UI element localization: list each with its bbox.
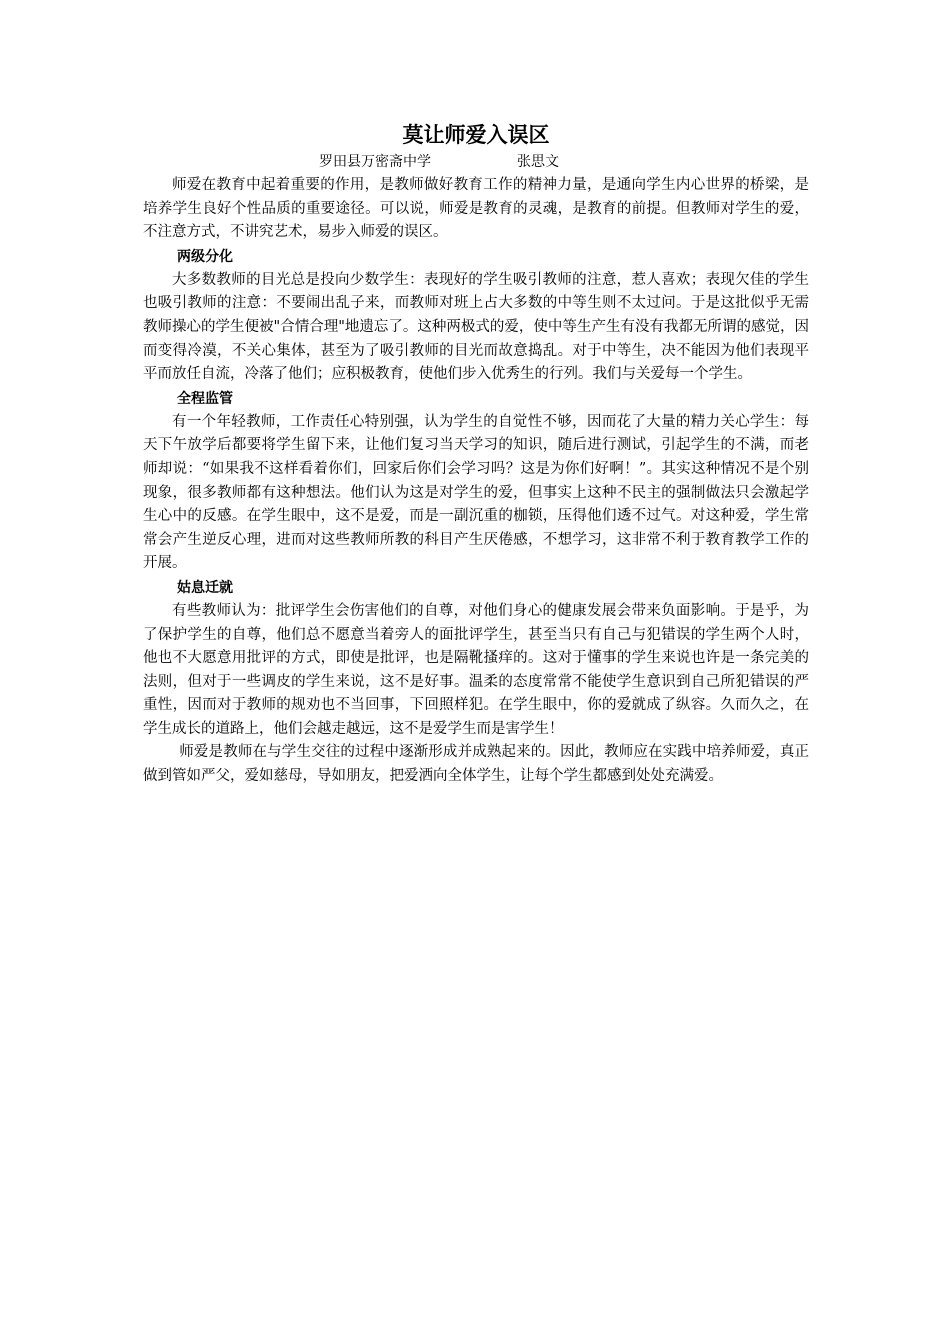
section-paragraph: 有些教师认为：批评学生会伤害他们的自尊，对他们身心的健康发展会带来负面影响。于是乎，为了保护学生的自尊，他们总不愿意当着旁人的面批评学生，甚至当只有自己与犯错误的学生两个人时，他也不大愿意用批评的方式，即使是批评，也是隔靴搔痒的。这对于懂事的学生来说也许是一条完美的法则，但对于一些调皮的学生来说，这不是好事。温柔的态度常常不能使学生意识到自己所犯错误的严重性，因而对于教师的规劝也不当回事，下回照样犯。在学生眼中，你的爱就成了纵容。久而久之，在学生成长的道路上，他们会越走越远，这不是爱学生而是害学生！ [143,602,809,737]
document-page [143,120,809,789]
section-heading: 两级分化 [177,248,233,265]
section-paragraph: 大多数教师的目光总是投向少数学生：表现好的学生吸引教师的注意，惹人喜欢；表现欠佳的学生也吸引教师的注意：不要闹出乱子来，而教师对班上占大多数的中等生则不太过问。于是这批似乎无需教师操心的学生便被"合情合理"地遗忘了。这种两极式的爱，使中等生产生有没有我都无所谓的感觉，因而变得冷漠，不关心集体，甚至为了吸引教师的目光而故意捣乱。对于中等生，决不能因为他们表现平平而放任自流，冷落了他们；应积极教育，使他们步入优秀生的行列。我们与关爱每一个学生。 [143,271,809,383]
section-heading: 全程监管 [177,390,233,407]
section-paragraph: 有一个年轻教师，工作责任心特别强，认为学生的自觉性不够，因而花了大量的精力关心学生：每天下午放学后都要将学生留下来，让他们复习当天学习的知识，随后进行测试，引起学生的不满，而老师却说：“如果我不这样看着你们，回家后你们会学习吗？这是为你们好啊！”。其实这种情况不是个别现象，很多教师都有这种想法。他们认为这是对学生的爱，但事实上这种不民主的强制做法只会激起学生心中的反感。在学生眼中，这不是爱，而是一副沉重的枷锁，压得他们透不过气。对这种爱，学生常常会产生逆反心理，进而对这些教师所教的科目产生厌倦感，不想学习，这非常不利于教育教学工作的开展。 [143,413,809,572]
school-name: 罗田县万密斋中学 [319,154,431,170]
intro-paragraph: 师爱在教育中起着重要的作用，是教师做好教育工作的精神力量，是通向学生内心世界的桥梁，是培养学生良好个性品质的重要途径。可以说，师爱是教育的灵魂，是教育的前提。但教师对学生的爱，不注意方式，不讲究艺术，易步入师爱的误区。 [143,177,809,241]
document-title: 莫让师爱入误区 [402,123,550,147]
section-heading: 姑息迁就 [177,579,233,596]
author-name: 张思文 [517,154,559,170]
byline [143,150,809,174]
conclusion-paragraph: 师爱是教师在与学生交往的过程中逐渐形成并成熟起来的。因此，教师应在实践中培养师爱，真正做到管如严父，爱如慈母，导如朋友，把爱洒向全体学生，让每个学生都感到处处充满爱。 [143,744,809,785]
